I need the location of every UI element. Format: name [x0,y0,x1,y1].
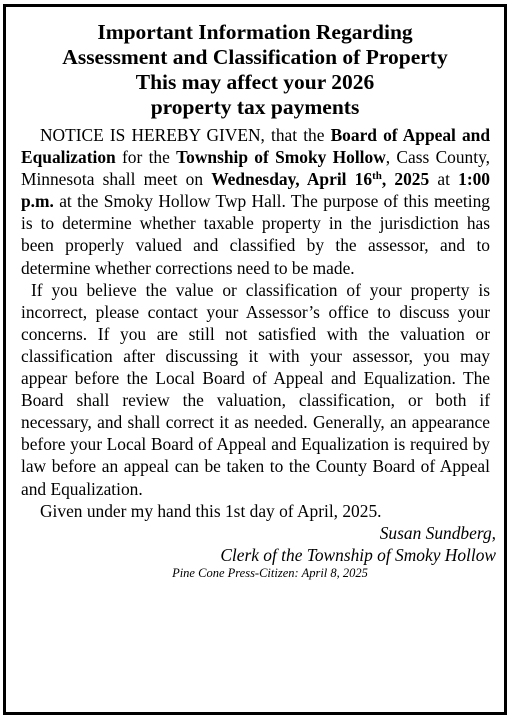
board-name: Board of Appeal and Equalization [21,125,491,168]
headline-line-2: Assessment and Classification of Property [62,45,448,69]
publication-source: Pine Cone Press-Citizen: April 8, 2025 [172,565,368,580]
headline-line-4: property tax payments [150,95,360,119]
notice-paragraph-1 [21,124,490,279]
notice-headline [14,20,496,120]
date-ordinal: th [372,170,382,183]
meeting-time: 1:00 p.m. [21,169,491,212]
headline-line-3: This may affect your 2026 [135,70,375,94]
p1-text-4: at [429,169,459,190]
signature-title: Clerk of the Township of Smoky Hollow [220,544,496,565]
notice-body [21,124,490,522]
township-name: Township of Smoky Hollow [176,147,386,168]
p1-text-1: NOTICE IS HEREBY GIVEN, that the [40,125,331,145]
p1-text-2: for the [115,147,177,168]
meeting-year: , 2025 [381,169,430,190]
signature-name: Susan Sundberg, [379,522,496,543]
p1-text-3: , Cass County, Minnesota shall meet on [21,147,490,190]
meeting-date: Wednesday, April 16 [211,169,373,190]
notice-paragraph-2: If you believe the value or classification of your property is incorrect, please contact your Assessor’s office to discuss your concerns. If you are still not satisfied with the valuation or classification after discussing it with your assessor, you may appear before the Local Board of Appeal and Equalization. The Board shall review the valuation, classification, or both if necessary, and shall correct it as needed. Generally, an appearance before your Local Board of Appeal and Equalization is required by law before an appeal can be taken to the County Board of Appeal and Equalization. [21,279,490,499]
headline-line-1: Important Information Regarding [97,20,413,44]
public-notice [3,4,507,715]
notice-paragraph-3: Given under my hand this 1st day of April, 2025. [40,500,382,521]
p1-text-5: at the Smoky Hollow Twp Hall. The purpose of this meeting is to determine whether taxable property in the jurisdiction has been properly valued and classified by the assessor, and to determine whether corrections need to be made. [21,191,490,278]
